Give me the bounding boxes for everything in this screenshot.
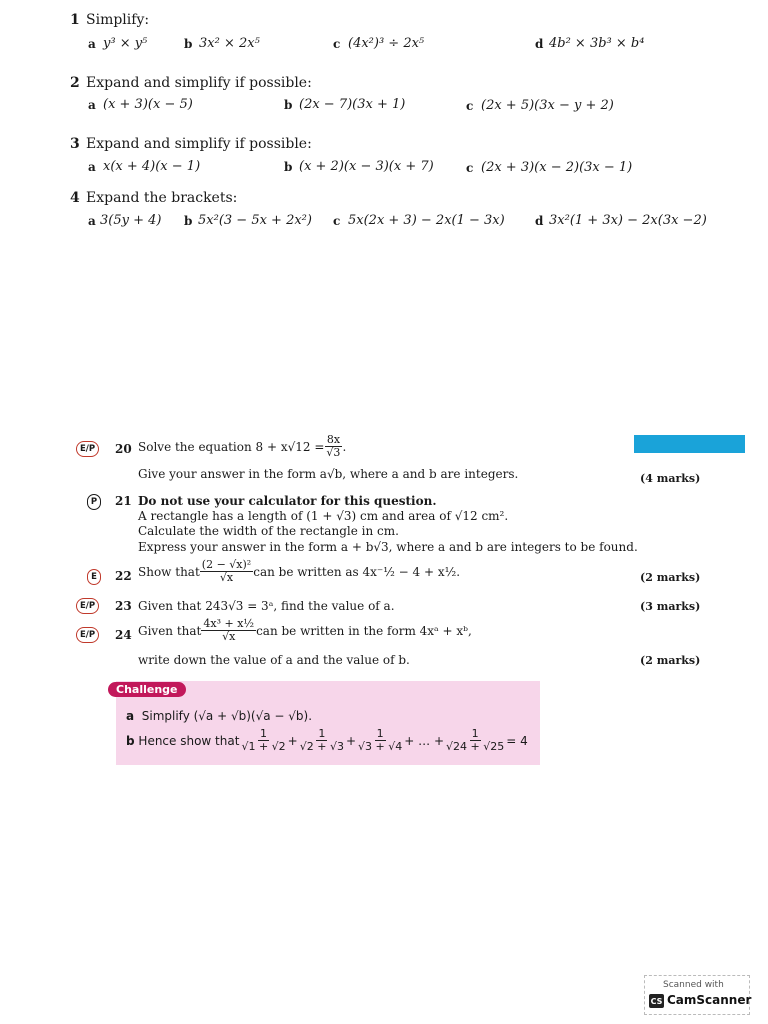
challenge-b-post: = 4: [506, 733, 528, 748]
q22-badge: E: [87, 569, 101, 585]
q20-fraction: [324, 434, 342, 459]
q24-line1: [138, 618, 472, 643]
q2-number: 2: [70, 75, 80, 91]
camscanner-stamp: [644, 975, 750, 1015]
challenge-a-text: Simplify (√a + √b)(√a − √b).: [141, 709, 313, 723]
challenge-a-label: a: [126, 709, 135, 723]
q4b-expression: 5x²(3 − 5x + 2x²): [198, 213, 312, 228]
q23-number: 23: [115, 599, 132, 613]
q4a-label: a: [88, 214, 96, 228]
q22-fraction: [200, 559, 253, 584]
q3-number: 3: [70, 136, 80, 152]
challenge-plus-2: +: [345, 733, 357, 748]
q20-line2: Give your answer in the form a√b, where a and b are integers.: [138, 467, 519, 481]
q22-frac-num: (2 − √x)²: [201, 558, 252, 571]
challenge-tag: Challenge: [108, 682, 186, 697]
challenge-frac-1-num: 1: [260, 727, 268, 740]
stamp-line2: CamScanner: [667, 993, 752, 1007]
challenge-frac-4: [444, 728, 506, 753]
q21-number: 21: [115, 494, 132, 508]
q20-line1-post: .: [342, 439, 347, 454]
q3a-expression: x(x + 4)(x − 1): [103, 159, 201, 174]
q22-frac-den: √x: [219, 571, 234, 584]
q2b-expression: (2x − 7)(3x + 1): [299, 97, 406, 112]
q23-text: Given that 243√3 = 3ᵃ, find the value of a.: [138, 599, 395, 613]
q22-marks: (2 marks): [640, 571, 701, 584]
q2a-label: a: [88, 98, 96, 112]
q21-line1: Do not use your calculator for this question.: [138, 494, 437, 508]
challenge-a: [126, 709, 312, 723]
q4d-label: d: [535, 214, 544, 228]
q22-post: can be written as 4x⁻½ − 4 + x½.: [253, 564, 461, 579]
q21-line3: Calculate the width of the rectangle in cm.: [138, 524, 399, 538]
q4c-expression: 5x(2x + 3) − 2x(1 − 3x): [348, 213, 505, 228]
challenge-ellipsis: + … +: [404, 733, 445, 748]
q24-post: can be written in the form 4xᵃ + xᵇ,: [256, 623, 472, 638]
q24-fraction: [201, 618, 256, 643]
q24-frac-num: 4x³ + x½: [203, 617, 255, 630]
q22-line: [138, 559, 460, 584]
q1c-expression: (4x²)³ ÷ 2x⁵: [348, 36, 425, 51]
q21-badge: P: [87, 494, 101, 510]
q4-heading: Expand the brackets:: [86, 190, 238, 206]
q2c-expression: (2x + 5)(3x − y + 2): [481, 98, 614, 113]
q2-heading: Expand and simplify if possible:: [86, 75, 312, 91]
q1a-label: a: [88, 37, 96, 51]
q20-line1-pre: Solve the equation 8 + x√12 =: [138, 439, 325, 454]
q20-marks: (4 marks): [640, 472, 701, 485]
challenge-plus-1: +: [287, 733, 298, 748]
challenge-frac-2: [298, 728, 346, 753]
q4b-label: b: [184, 214, 193, 228]
challenge-frac-2-num: 1: [318, 727, 326, 740]
q24-frac-den: √x: [222, 630, 236, 643]
q1-number: 1: [70, 12, 80, 28]
challenge-frac-4-num: 1: [471, 727, 479, 740]
q22-pre: Show that: [138, 564, 200, 579]
q3a-label: a: [88, 160, 96, 174]
q24-number: 24: [115, 628, 132, 642]
challenge-frac-3: [356, 728, 404, 753]
q23-badge: E/P: [76, 598, 99, 614]
q4-number: 4: [70, 190, 80, 206]
q2c-label: c: [466, 99, 474, 113]
q2b-label: b: [284, 98, 293, 112]
q24-line2: write down the value of a and the value of b.: [138, 653, 410, 667]
q20-frac-den: √3: [326, 446, 341, 459]
q1d-expression: 4b² × 3b³ × b⁴: [549, 36, 645, 51]
q22-number: 22: [115, 569, 132, 583]
challenge-b: [126, 728, 528, 753]
q24-marks: (2 marks): [640, 654, 701, 667]
q20-badge: E/P: [76, 441, 99, 457]
challenge-b-label: b: [126, 733, 135, 748]
q1b-expression: 3x² × 2x⁵: [199, 36, 260, 51]
challenge-frac-1-den: √1 + √2: [241, 740, 286, 753]
q3b-expression: (x + 2)(x − 3)(x + 7): [299, 159, 434, 174]
q21-line4: Express your answer in the form a + b√3, where a and b are integers to be found.: [138, 540, 638, 554]
q3c-label: c: [466, 161, 474, 175]
q20-frac-num: 8x: [326, 433, 341, 446]
challenge-frac-3-num: 1: [376, 727, 384, 740]
challenge-frac-3-den: √3 + √4: [358, 740, 403, 753]
answer-highlight-bar: [634, 435, 745, 453]
q1a-expression: y³ × y⁵: [103, 36, 148, 51]
q1d-label: d: [535, 37, 544, 51]
q3-heading: Expand and simplify if possible:: [86, 136, 312, 152]
challenge-b-pre: Hence show that: [138, 733, 240, 748]
q4a-expression: 3(5y + 4): [100, 213, 162, 228]
q1b-label: b: [184, 37, 193, 51]
camscanner-logo-icon: CS: [649, 994, 664, 1008]
q20-number: 20: [115, 442, 132, 456]
q2a-expression: (x + 3)(x − 5): [103, 97, 193, 112]
q24-badge: E/P: [76, 627, 99, 643]
q21-line2: A rectangle has a length of (1 + √3) cm and area of √12 cm².: [138, 509, 509, 523]
q3b-label: b: [284, 160, 293, 174]
challenge-frac-1: [239, 728, 287, 753]
q1-heading: Simplify:: [86, 12, 150, 28]
q24-pre: Given that: [138, 623, 202, 638]
q4d-expression: 3x²(1 + 3x) − 2x(3x −2): [549, 213, 707, 228]
q4c-label: c: [333, 214, 341, 228]
stamp-line1: Scanned with: [663, 980, 724, 990]
q20-line1: [138, 434, 346, 459]
q23-marks: (3 marks): [640, 600, 701, 613]
challenge-frac-2-den: √2 + √3: [299, 740, 344, 753]
q1c-label: c: [333, 37, 341, 51]
q3c-expression: (2x + 3)(x − 2)(3x − 1): [481, 160, 633, 175]
challenge-frac-4-den: √24 + √25: [446, 740, 505, 753]
